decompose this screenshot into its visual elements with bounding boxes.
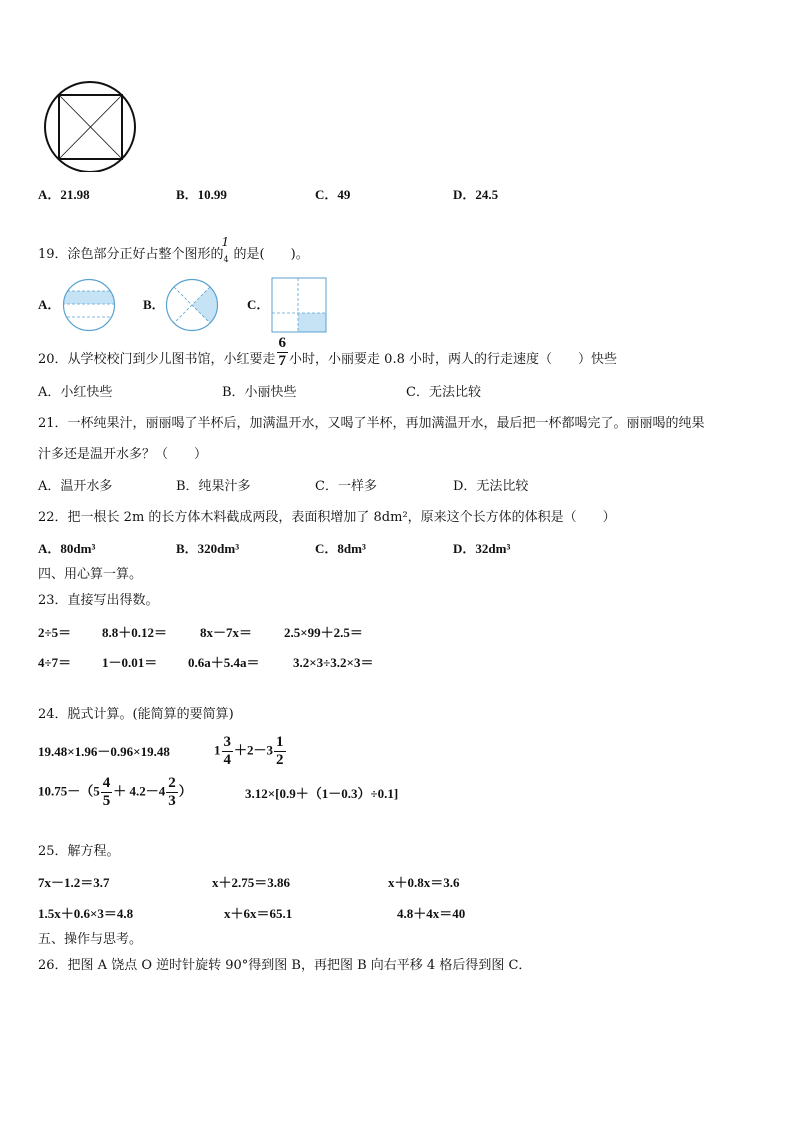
q21-option-c[interactable]: C．一样多 <box>315 479 377 494</box>
q23-r2-c2: 1－0.01＝ <box>102 655 158 670</box>
q22-question: 22．把一根长 2m 的长方体木料截成两段，表面积增加了 8dm²，原来这个长方体的体积是（ ） <box>38 510 616 525</box>
q19-frac-den: 4 <box>223 255 229 264</box>
q24-expr-2 <box>214 734 287 769</box>
q24-e2-mid: ＋2－3 <box>234 742 274 758</box>
q19-prefix: 19．涂色部分正好占整个图形的 <box>38 247 224 262</box>
q25-r2-c1: 1.5x＋0.6×3＝4.8 <box>38 906 134 921</box>
q25-title: 25．解方程。 <box>38 844 120 859</box>
q19-option-c[interactable]: C． <box>247 297 270 312</box>
q24-e2-frac1 <box>222 734 234 769</box>
q24-expr-3 <box>38 775 192 810</box>
q19-square-grid-figure <box>271 277 328 334</box>
q25-r2-c3: 4.8＋4x＝40 <box>397 906 466 921</box>
q25-r2-c2: x＋6x＝65.1 <box>224 906 293 921</box>
q20-question <box>38 335 617 370</box>
q21-line2: 汁多还是温开水多？（ ） <box>38 447 208 462</box>
q24-e2-num: 3 <box>223 734 231 750</box>
circle-square-figure <box>40 80 140 172</box>
q24-e2-num2: 1 <box>276 734 284 750</box>
q18-option-c[interactable]: C．49 <box>315 187 351 202</box>
q25-r1-c2: x＋2.75＝3.86 <box>212 875 291 890</box>
q23-r2-c3: 0.6a＋5.4a＝ <box>188 655 260 670</box>
q21-option-d[interactable]: D．无法比较 <box>453 479 529 494</box>
q24-e3-a: 10.75－（5 <box>38 783 100 799</box>
q23-r2-c1: 4÷7＝ <box>38 655 72 670</box>
q20-frac-num: 6 <box>278 335 287 351</box>
q24-expr-1: 19.48×1.96－0.96×19.48 <box>38 744 170 759</box>
q21-option-b[interactable]: B．纯果汁多 <box>176 479 251 494</box>
q24-e3-frac2 <box>166 775 178 810</box>
q18-option-a[interactable]: A．21.98 <box>38 187 90 202</box>
q24-e3-frac1 <box>101 775 113 810</box>
q23-r1-c3: 8x－7x＝ <box>200 625 253 640</box>
q19-circle-strip-figure <box>62 278 116 332</box>
q24-e3-den2: 3 <box>168 793 176 809</box>
q24-e2-den: 4 <box>223 752 231 768</box>
q20-option-c[interactable]: C．无法比较 <box>406 385 481 400</box>
q25-r1-c1: 7x－1.2＝3.7 <box>38 875 110 890</box>
q19-suffix: 的是( )。 <box>233 247 309 262</box>
q19-frac-num: 1 <box>221 235 230 249</box>
q24-expr-4: 3.12×[0.9＋（1－0.3）÷0.1] <box>245 786 399 801</box>
q23-r1-c2: 8.8＋0.12＝ <box>102 625 168 640</box>
q19-question <box>38 235 309 264</box>
q20-option-a[interactable]: A．小红快些 <box>38 385 113 400</box>
q24-e3-num2: 2 <box>168 775 176 791</box>
section-4-heading: 四、用心算一算。 <box>38 567 143 582</box>
q23-title: 23．直接写出得数。 <box>38 593 159 608</box>
q24-e3-c: ） <box>178 783 192 799</box>
q24-title: 24．脱式计算。(能简算的要简算) <box>38 707 234 722</box>
q19-option-a[interactable]: A． <box>38 297 61 312</box>
q20-frac-den: 7 <box>278 353 287 369</box>
q22-option-c[interactable]: C．8dm³ <box>315 541 366 556</box>
q23-r1-c4: 2.5×99＋2.5＝ <box>284 625 363 640</box>
q24-e2-frac2 <box>274 734 286 769</box>
q26-question: 26．把图 A 饶点 O 逆时针旋转 90°得到图 B，再把图 B 向右平移 4 格后得到图 C． <box>38 958 532 973</box>
q24-e2-den2: 2 <box>276 752 284 768</box>
q21-line1: 21．一杯纯果汁，丽丽喝了半杯后，加满温开水，又喝了半杯，再加满温开水，最后把一杯都喝完了。丽丽喝的纯果 <box>38 416 705 431</box>
q20-fraction <box>277 335 289 370</box>
q24-e3-num: 4 <box>102 775 111 791</box>
q18-option-b[interactable]: B．10.99 <box>176 187 227 202</box>
q24-e3-den: 5 <box>102 793 111 809</box>
q19-option-b[interactable]: B． <box>143 297 165 312</box>
section-5-heading: 五、操作与思考。 <box>38 932 143 947</box>
q22-option-b[interactable]: B．320dm³ <box>176 541 240 556</box>
q23-r1-c1: 2÷5＝ <box>38 625 72 640</box>
q20-option-b[interactable]: B．小丽快些 <box>222 385 297 400</box>
q18-option-d[interactable]: D．24.5 <box>453 187 499 202</box>
q22-option-a[interactable]: A．80dm³ <box>38 541 96 556</box>
q20-suffix: 小时，小丽要走 0.8 小时，两人的行走速度（ ）快些 <box>289 352 617 367</box>
q20-prefix: 20．从学校校门到少儿图书馆，小红要走 <box>38 352 276 367</box>
q19-circle-sector-figure <box>165 278 219 332</box>
q21-option-a[interactable]: A．温开水多 <box>38 479 113 494</box>
q24-e2-whole: 1 <box>214 742 221 758</box>
q24-e3-b: ＋ 4.2－4 <box>113 783 166 799</box>
q23-r2-c4: 3.2×3÷3.2×3＝ <box>293 655 374 670</box>
q22-option-d[interactable]: D．32dm³ <box>453 541 511 556</box>
q25-r1-c3: x＋0.8x＝3.6 <box>388 875 460 890</box>
